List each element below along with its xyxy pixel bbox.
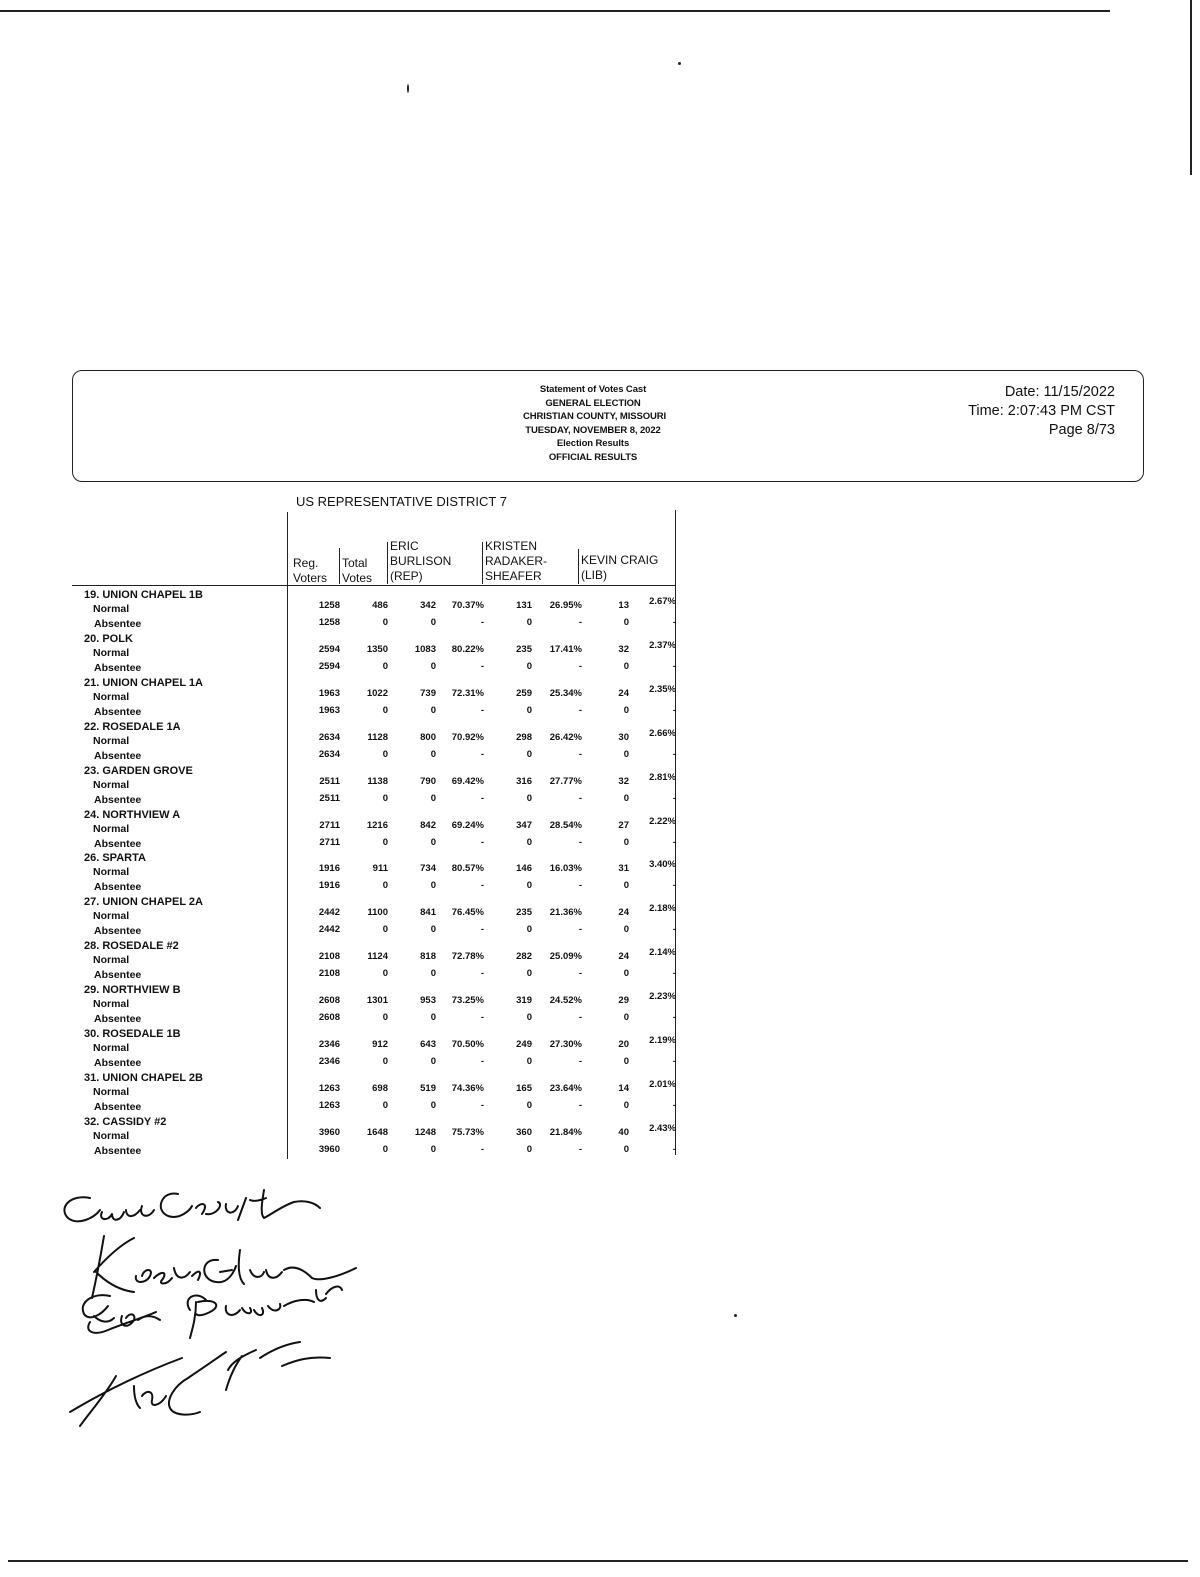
cell-burlison-pct: 70.92%	[451, 731, 484, 743]
scan-edge-bottom	[8, 1560, 1188, 1562]
cell-total-votes: 1216	[366, 819, 388, 831]
column-header-total-votes: Total Votes	[342, 556, 373, 585]
signature-1	[64, 1190, 320, 1221]
row-label: Absentee	[94, 1144, 142, 1157]
cell-radaker-sheafer-votes: 0	[526, 924, 532, 936]
cell-craig-pct: 2.14%	[649, 947, 676, 959]
cell-total-votes: 0	[382, 704, 388, 716]
report-header	[72, 370, 1144, 482]
cell-radaker-sheafer-pct: 21.36%	[549, 907, 582, 919]
cell-burlison-pct: -	[480, 704, 484, 716]
cell-burlison-pct: 69.42%	[451, 775, 484, 787]
cell-craig-votes: 0	[623, 617, 629, 628]
cell-total-votes: 1350	[366, 643, 388, 655]
cell-craig-pct: -	[672, 1056, 676, 1067]
precinct-name: 31. UNION CHAPEL 2B	[84, 1071, 203, 1084]
cell-craig-votes: 0	[623, 704, 629, 716]
cell-craig-votes: 0	[623, 1012, 629, 1024]
cell-burlison-pct: 70.50%	[451, 1039, 484, 1050]
report-date: Date: 11/15/2022	[1004, 384, 1115, 400]
cell-radaker-sheafer-pct: -	[578, 617, 582, 628]
row-label: Normal	[93, 910, 130, 923]
cell-radaker-sheafer-pct: 24.52%	[549, 995, 582, 1007]
cell-radaker-sheafer-votes: 0	[526, 1056, 532, 1067]
cell-craig-pct: -	[672, 924, 676, 936]
cell-craig-pct: 2.18%	[649, 903, 676, 915]
cell-burlison-pct: -	[480, 660, 484, 672]
precinct-name: 32. CASSIDY #2	[84, 1115, 167, 1128]
table-left-border	[287, 512, 288, 1159]
precinct-name: 28. ROSEDALE #2	[84, 940, 179, 953]
cell-craig-votes: 24	[618, 907, 629, 919]
cell-burlison-votes: 739	[420, 687, 436, 699]
row-label: Absentee	[94, 969, 142, 982]
cell-total-votes: 0	[382, 924, 388, 936]
column-divider	[482, 542, 483, 584]
cell-reg-voters: 2442	[318, 907, 340, 919]
cell-total-votes: 912	[372, 1039, 388, 1050]
cell-total-votes: 1138	[367, 775, 388, 787]
row-label: Normal	[93, 954, 130, 967]
precinct-name: 19. UNION CHAPEL 1B	[84, 589, 203, 601]
cell-total-votes: 0	[382, 748, 388, 760]
precinct-name: 29. NORTHVIEW B	[84, 984, 181, 997]
cell-radaker-sheafer-pct: 21.84%	[549, 1126, 582, 1138]
row-label: Absentee	[94, 793, 142, 806]
cell-radaker-sheafer-pct: 27.30%	[549, 1039, 582, 1050]
cell-burlison-pct: -	[480, 792, 484, 804]
report-time: Time: 2:07:43 PM CST	[968, 403, 1115, 419]
cell-craig-votes: 29	[618, 995, 629, 1007]
cell-craig-pct: 2.23%	[649, 991, 676, 1003]
cell-reg-voters: 1916	[318, 880, 340, 892]
cell-total-votes: 698	[372, 1082, 388, 1094]
cell-burlison-pct: -	[480, 1143, 484, 1155]
cell-burlison-pct: -	[480, 1056, 484, 1067]
cell-radaker-sheafer-votes: 0	[526, 704, 532, 716]
cell-craig-votes: 32	[618, 643, 629, 655]
column-divider	[387, 542, 388, 584]
cell-total-votes: 0	[382, 660, 388, 672]
cell-craig-pct: -	[672, 792, 676, 804]
cell-craig-pct: -	[672, 1099, 676, 1111]
precinct-name: 20. POLK	[84, 632, 133, 645]
cell-radaker-sheafer-pct: -	[578, 1056, 582, 1067]
row-label: Normal	[93, 998, 130, 1011]
cell-radaker-sheafer-pct: -	[578, 968, 582, 980]
cell-radaker-sheafer-votes: 0	[526, 617, 532, 628]
report-title-block	[523, 383, 667, 465]
cell-reg-voters: 2608	[318, 995, 340, 1007]
row-label: Normal	[93, 646, 130, 659]
cell-radaker-sheafer-votes: 0	[526, 836, 532, 848]
row-label: Absentee	[94, 705, 142, 718]
cell-total-votes: 0	[382, 617, 388, 628]
cell-reg-voters: 2711	[319, 836, 340, 848]
cell-burlison-votes: 0	[430, 924, 436, 936]
cell-radaker-sheafer-votes: 0	[526, 1099, 532, 1111]
cell-burlison-votes: 0	[430, 660, 436, 672]
cell-radaker-sheafer-votes: 0	[526, 968, 532, 980]
scan-speck	[407, 84, 409, 93]
cell-burlison-pct: -	[480, 880, 484, 892]
cell-radaker-sheafer-votes: 259	[516, 687, 532, 699]
cell-reg-voters: 2594	[318, 660, 340, 672]
cell-burlison-pct: -	[480, 617, 484, 628]
cell-radaker-sheafer-votes: 165	[516, 1082, 532, 1094]
cell-total-votes: 0	[382, 836, 388, 848]
cell-radaker-sheafer-votes: 0	[526, 748, 532, 760]
report-meta	[968, 383, 1115, 440]
cell-craig-pct: 2.43%	[649, 1122, 676, 1134]
cell-craig-votes: 40	[618, 1126, 629, 1138]
cell-burlison-pct: 72.31%	[451, 687, 484, 699]
cell-burlison-pct: 74.36%	[451, 1082, 484, 1094]
signature-2	[92, 1236, 356, 1298]
cell-reg-voters: 2442	[318, 924, 340, 936]
cell-burlison-pct: 75.73%	[451, 1126, 484, 1138]
cell-radaker-sheafer-pct: 16.03%	[549, 863, 582, 875]
cell-total-votes: 0	[382, 1056, 388, 1067]
cell-craig-pct: 3.40%	[649, 859, 676, 871]
row-label: Normal	[93, 690, 130, 703]
cell-radaker-sheafer-votes: 319	[516, 995, 532, 1007]
signature-3	[83, 1287, 342, 1338]
cell-reg-voters: 1963	[318, 687, 340, 699]
cell-reg-voters: 3960	[318, 1126, 340, 1138]
cell-burlison-pct: 80.22%	[451, 643, 484, 655]
column-header-candidate-craig: KEVIN CRAIG (LIB)	[581, 553, 659, 582]
cell-radaker-sheafer-pct: -	[578, 792, 582, 804]
cell-total-votes: 0	[382, 968, 388, 980]
cell-craig-pct: -	[672, 1143, 676, 1155]
cell-total-votes: 0	[382, 1099, 388, 1111]
row-label: Normal	[93, 866, 130, 879]
cell-radaker-sheafer-votes: 282	[516, 951, 532, 963]
row-label: Normal	[93, 778, 130, 791]
cell-radaker-sheafer-votes: 360	[516, 1126, 532, 1138]
cell-reg-voters: 1258	[318, 617, 340, 628]
cell-craig-pct: -	[672, 617, 676, 628]
cell-burlison-votes: 0	[430, 880, 436, 892]
cell-burlison-votes: 0	[430, 836, 436, 848]
row-label: Absentee	[94, 1100, 142, 1113]
cell-burlison-votes: 0	[430, 617, 436, 628]
cell-craig-votes: 0	[623, 836, 629, 848]
report-page-number: Page 8/73	[1048, 422, 1115, 438]
cell-total-votes: 486	[372, 600, 388, 611]
cell-craig-pct: -	[672, 836, 676, 848]
cell-burlison-pct: -	[480, 836, 484, 848]
cell-radaker-sheafer-votes: 0	[526, 1143, 532, 1155]
cell-craig-votes: 0	[623, 880, 629, 892]
cell-burlison-votes: 1083	[414, 643, 436, 655]
cell-craig-pct: -	[672, 880, 676, 892]
row-label: Absentee	[94, 837, 142, 850]
cell-total-votes: 1301	[366, 995, 388, 1007]
cell-reg-voters: 1916	[318, 863, 340, 875]
report-title-line: GENERAL ELECTION	[545, 397, 641, 409]
report-title-line: Statement of Votes Cast	[539, 384, 647, 395]
cell-radaker-sheafer-pct: 25.09%	[549, 951, 582, 963]
table-header-divider	[72, 585, 676, 586]
cell-burlison-votes: 519	[420, 1082, 436, 1094]
cell-craig-votes: 0	[623, 1143, 629, 1155]
cell-radaker-sheafer-pct: -	[578, 660, 582, 672]
cell-craig-votes: 24	[618, 687, 629, 699]
cell-craig-pct: -	[672, 1012, 676, 1024]
row-label: Normal	[93, 603, 130, 615]
cell-reg-voters: 2346	[318, 1056, 340, 1067]
cell-craig-pct: -	[672, 660, 676, 672]
cell-craig-votes: 0	[623, 748, 629, 760]
cell-burlison-votes: 953	[420, 995, 436, 1007]
cell-burlison-votes: 842	[420, 819, 436, 831]
precinct-name: 23. GARDEN GROVE	[84, 764, 193, 777]
cell-craig-votes: 0	[623, 968, 629, 980]
cell-radaker-sheafer-votes: 316	[516, 775, 532, 787]
report-title-line: TUESDAY, NOVEMBER 8, 2022	[525, 424, 661, 436]
cell-reg-voters: 2634	[318, 748, 340, 760]
cell-craig-votes: 14	[618, 1082, 629, 1094]
column-header-reg-voters: Reg. Voters	[293, 556, 328, 585]
report-title-line: Election Results	[556, 438, 630, 450]
cell-reg-voters: 2346	[318, 1039, 340, 1050]
cell-radaker-sheafer-votes: 235	[516, 907, 532, 919]
cell-craig-pct: -	[672, 704, 676, 716]
cell-craig-pct: 2.81%	[649, 771, 676, 783]
cell-reg-voters: 2608	[318, 1012, 340, 1024]
row-label: Normal	[93, 1085, 130, 1098]
cell-craig-pct: 2.19%	[649, 1035, 676, 1046]
cell-burlison-votes: 643	[420, 1039, 436, 1050]
precinct-name: 30. ROSEDALE 1B	[84, 1028, 181, 1040]
scan-speck	[734, 1314, 737, 1317]
cell-radaker-sheafer-pct: 27.77%	[549, 775, 582, 787]
scan-edge-right	[1190, 0, 1192, 175]
cell-burlison-votes: 734	[420, 863, 436, 875]
cell-radaker-sheafer-votes: 0	[526, 792, 532, 804]
cell-burlison-votes: 790	[420, 775, 436, 787]
cell-craig-pct: -	[672, 968, 676, 980]
cell-craig-pct: 2.67%	[649, 596, 676, 607]
precinct-name: 24. NORTHVIEW A	[84, 808, 181, 821]
row-label: Normal	[93, 822, 130, 835]
cell-radaker-sheafer-pct: -	[578, 836, 582, 848]
cell-burlison-votes: 0	[430, 1099, 436, 1111]
precinct-name: 21. UNION CHAPEL 1A	[84, 676, 203, 689]
report-title-line: CHRISTIAN COUNTY, MISSOURI	[523, 411, 667, 423]
cell-craig-votes: 0	[623, 1056, 629, 1067]
cell-craig-votes: 0	[623, 660, 629, 672]
cell-burlison-votes: 0	[430, 1056, 436, 1067]
cell-radaker-sheafer-votes: 146	[516, 863, 532, 875]
cell-burlison-votes: 800	[420, 731, 436, 743]
row-label: Absentee	[94, 1057, 142, 1069]
cell-burlison-pct: 76.45%	[451, 907, 484, 919]
cell-total-votes: 0	[382, 1143, 388, 1155]
cell-reg-voters: 2108	[318, 968, 340, 980]
cell-total-votes: 1022	[366, 687, 388, 699]
cell-burlison-votes: 0	[430, 1012, 436, 1024]
column-header-candidate-burlison: ERIC BURLISON (REP)	[390, 539, 452, 583]
row-label: Absentee	[94, 881, 142, 894]
cell-reg-voters: 1263	[318, 1099, 340, 1111]
report-title-line: OFFICIAL RESULTS	[548, 451, 638, 463]
cell-burlison-votes: 342	[420, 600, 436, 611]
cell-burlison-pct: 69.24%	[451, 819, 484, 831]
cell-burlison-votes: 0	[430, 748, 436, 760]
column-divider	[339, 548, 340, 584]
cell-burlison-votes: 841	[420, 907, 436, 919]
cell-radaker-sheafer-pct: -	[578, 1099, 582, 1111]
precinct-name: 27. UNION CHAPEL 2A	[84, 896, 203, 909]
cell-craig-votes: 20	[618, 1039, 629, 1050]
cell-radaker-sheafer-pct: 25.34%	[549, 687, 582, 699]
cell-craig-pct: 2.22%	[649, 815, 676, 827]
cell-burlison-pct: 73.25%	[451, 995, 484, 1007]
cell-total-votes: 1100	[367, 907, 388, 919]
column-divider	[578, 549, 579, 584]
cell-radaker-sheafer-pct: -	[578, 1143, 582, 1155]
cell-burlison-pct: -	[480, 924, 484, 936]
cell-craig-votes: 27	[618, 819, 629, 831]
cell-reg-voters: 1258	[318, 600, 340, 611]
cell-total-votes: 0	[382, 792, 388, 804]
scan-edge-top	[0, 10, 1110, 12]
cell-total-votes: 0	[382, 880, 388, 892]
cell-radaker-sheafer-pct: 26.95%	[549, 600, 582, 611]
column-header-candidate-radaker-sheafer: KRISTEN RADAKER- SHEAFER	[485, 539, 548, 583]
contest-title: US REPRESENTATIVE DISTRICT 7	[296, 494, 507, 509]
cell-radaker-sheafer-votes: 0	[526, 660, 532, 672]
cell-burlison-pct: 72.78%	[451, 951, 484, 963]
cell-craig-votes: 0	[623, 1099, 629, 1111]
cell-reg-voters: 3960	[318, 1143, 340, 1155]
cell-radaker-sheafer-pct: -	[578, 704, 582, 716]
cell-reg-voters: 2511	[319, 792, 340, 804]
row-label: Absentee	[94, 661, 142, 674]
row-label: Normal	[93, 1042, 130, 1054]
cell-radaker-sheafer-votes: 249	[516, 1039, 532, 1050]
cell-radaker-sheafer-votes: 131	[516, 600, 532, 611]
cell-total-votes: 1128	[367, 731, 388, 743]
row-label: Normal	[93, 734, 130, 747]
cell-burlison-votes: 818	[420, 951, 436, 963]
cell-burlison-votes: 0	[430, 1143, 436, 1155]
cell-craig-votes: 0	[623, 792, 629, 804]
row-label: Absentee	[94, 618, 142, 630]
cell-burlison-pct: 80.57%	[451, 863, 484, 875]
cell-burlison-pct: -	[480, 1099, 484, 1111]
cell-craig-votes: 30	[618, 731, 629, 743]
cell-reg-voters: 1963	[318, 704, 340, 716]
cell-radaker-sheafer-pct: 23.64%	[549, 1082, 582, 1094]
cell-burlison-pct: -	[480, 1012, 484, 1024]
cell-craig-pct: -	[672, 748, 676, 760]
cell-burlison-pct: -	[480, 748, 484, 760]
cell-craig-pct: 2.35%	[649, 683, 676, 695]
precinct-name: 26. SPARTA	[84, 852, 146, 865]
cell-total-votes: 0	[382, 1012, 388, 1024]
cell-craig-votes: 24	[618, 951, 629, 963]
cell-craig-pct: 2.66%	[649, 727, 676, 739]
cell-burlison-pct: -	[480, 968, 484, 980]
cell-radaker-sheafer-votes: 0	[526, 1012, 532, 1024]
cell-craig-pct: 2.01%	[649, 1078, 676, 1090]
cell-craig-pct: 2.37%	[649, 639, 676, 651]
signature-4	[70, 1342, 330, 1426]
cell-burlison-votes: 0	[430, 968, 436, 980]
cell-reg-voters: 2511	[319, 775, 340, 787]
cell-craig-votes: 32	[618, 775, 629, 787]
cell-radaker-sheafer-pct: -	[578, 880, 582, 892]
cell-burlison-votes: 0	[430, 792, 436, 804]
cell-total-votes: 1648	[366, 1126, 388, 1138]
cell-reg-voters: 2108	[318, 951, 340, 963]
cell-radaker-sheafer-pct: 17.41%	[549, 643, 582, 655]
cell-total-votes: 911	[372, 863, 388, 875]
signatures	[50, 1180, 380, 1440]
cell-radaker-sheafer-pct: 26.42%	[549, 731, 582, 743]
cell-craig-votes: 13	[618, 600, 629, 611]
cell-radaker-sheafer-pct: -	[578, 924, 582, 936]
cell-reg-voters: 2634	[318, 731, 340, 743]
cell-burlison-votes: 1248	[414, 1126, 436, 1138]
cell-craig-votes: 31	[618, 863, 629, 875]
cell-burlison-votes: 0	[430, 704, 436, 716]
row-label: Absentee	[94, 1013, 142, 1026]
scan-speck	[678, 62, 681, 65]
cell-radaker-sheafer-votes: 0	[526, 880, 532, 892]
cell-burlison-pct: 70.37%	[451, 600, 484, 611]
cell-radaker-sheafer-votes: 298	[516, 731, 532, 743]
cell-reg-voters: 2594	[318, 643, 340, 655]
cell-radaker-sheafer-votes: 235	[516, 643, 532, 655]
cell-radaker-sheafer-votes: 347	[516, 819, 532, 831]
cell-radaker-sheafer-pct: -	[578, 748, 582, 760]
cell-radaker-sheafer-pct: -	[578, 1012, 582, 1024]
row-label: Normal	[93, 1129, 130, 1142]
cell-total-votes: 1124	[367, 951, 388, 963]
cell-reg-voters: 2711	[319, 819, 340, 831]
row-label: Absentee	[94, 749, 142, 762]
precinct-name: 22. ROSEDALE 1A	[84, 720, 181, 733]
cell-reg-voters: 1263	[318, 1082, 340, 1094]
cell-craig-votes: 0	[623, 924, 629, 936]
row-label: Absentee	[94, 925, 142, 938]
cell-radaker-sheafer-pct: 28.54%	[549, 819, 582, 831]
